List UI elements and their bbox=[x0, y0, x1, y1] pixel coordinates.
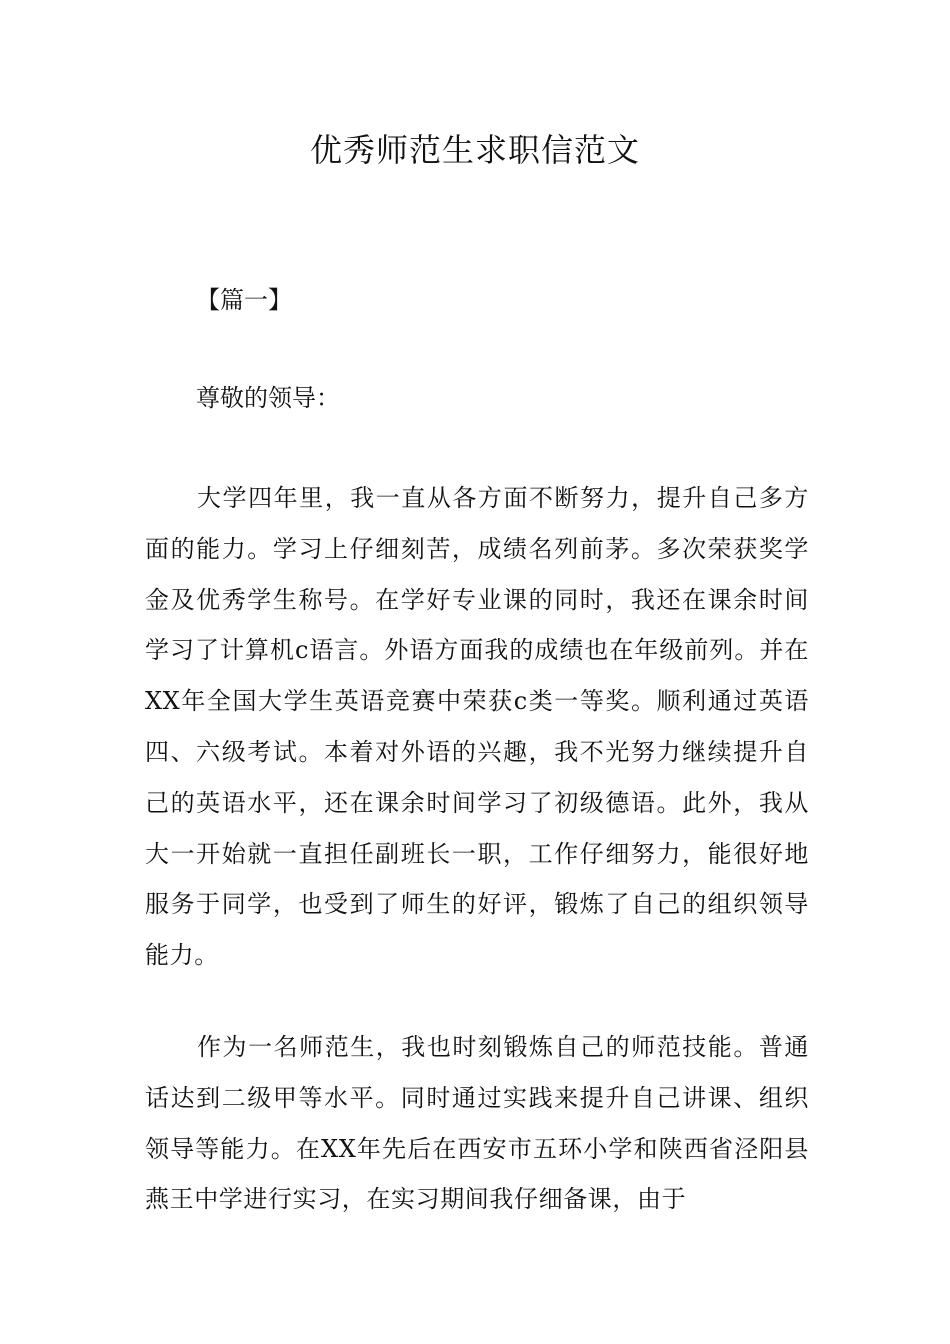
salutation: 尊敬的领导： bbox=[196, 384, 340, 412]
section-label: 【篇一】 bbox=[196, 286, 292, 314]
paragraph-1: 大学四年里，我一直从各方面不断努力，提升自己多方面的能力。学习上仔细刻苦，成绩名列前茅。多次荣获奖学金及优秀学生称号。在学好专业课的同时，我还在课余时间学习了计算机c语言。外语方面我的成绩也在年级前列。并在XX年全国大学生英语竞赛中荣获c类一等奖。顺利通过英语四、六级考试。本着对外语的兴趣，我不光努力继续提升自己的英语水平，还在课余时间学习了初级德语。此外，我从大一开始就一直担任副班长一职，工作仔细努力，能很好地服务于同学，也受到了师生的好评，锻炼了自己的组织领导能力。 bbox=[145, 484, 809, 970]
document-title: 优秀师范生求职信范文 bbox=[309, 131, 640, 169]
paragraph-2: 作为一名师范生，我也时刻锻炼自己的师范技能。普通话达到二级甲等水平。同时通过实践来提升自己讲课、组织领导等能力。在XX年先后在西安市五环小学和陕西省泾阳县燕王中学进行实习，在实习期间我仔细备课，由于 bbox=[145, 1033, 809, 1214]
